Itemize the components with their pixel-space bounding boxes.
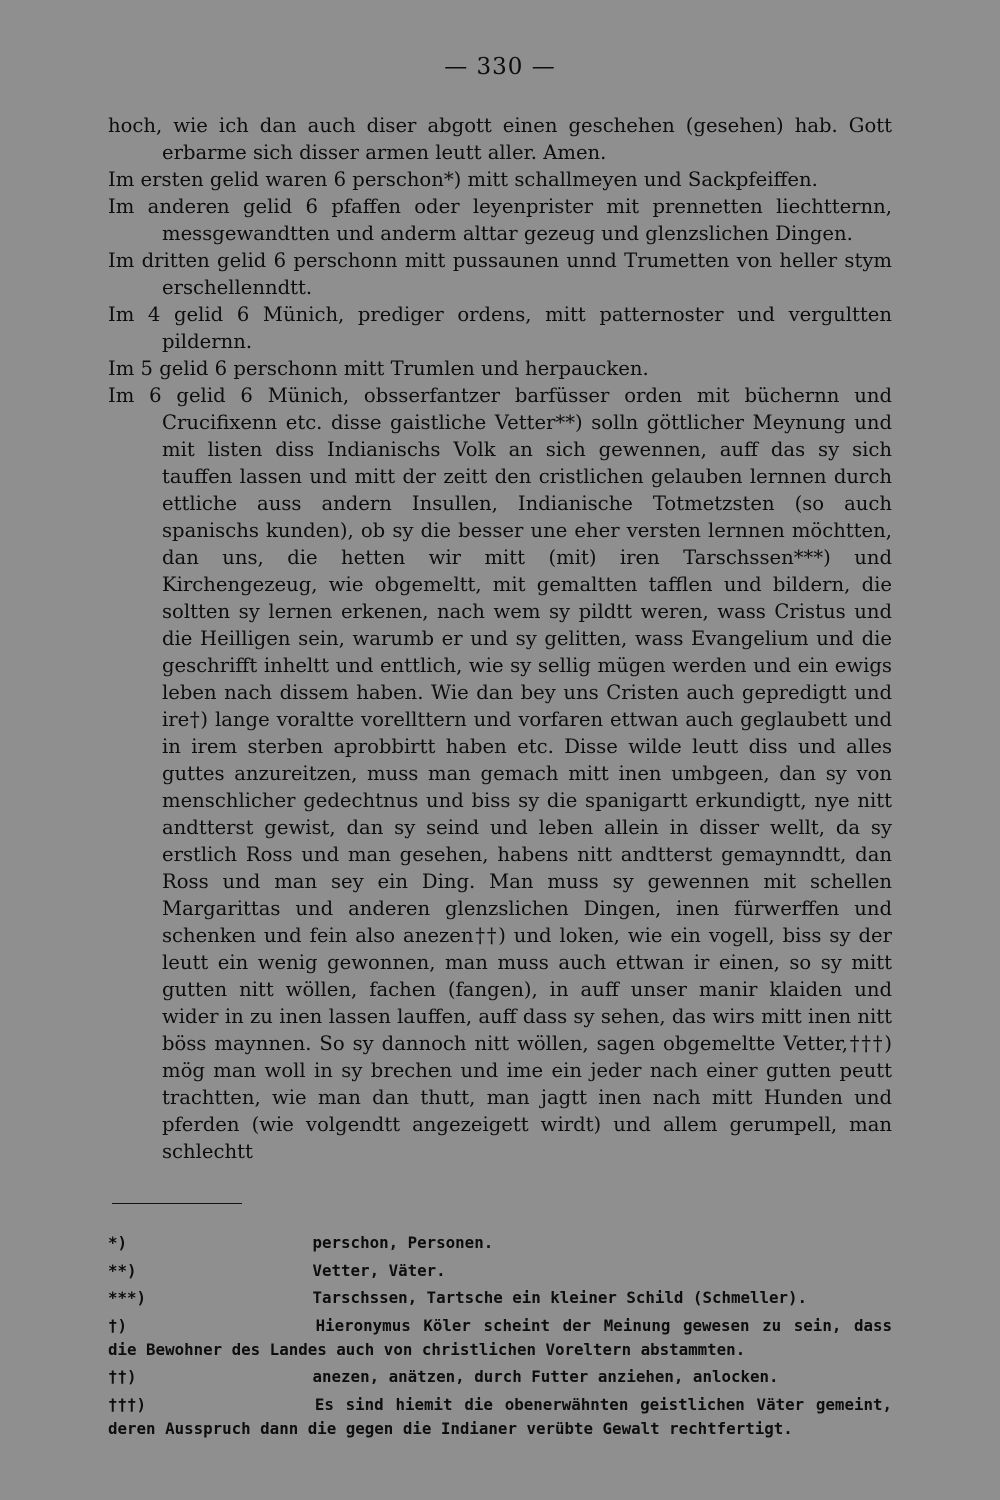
footnote-text: Hieronymus Köler scheint der Meinung gewesen zu sein, dass die Bewohner des Landes auch von christlichen Voreltern abstammten. [108, 1315, 892, 1359]
paragraph-gelid-4: Im 4 gelid 6 Münich, prediger ordens, mitt patternoster und vergultten pildernn. [108, 303, 892, 353]
paragraph-gelid-2: Im anderen gelid 6 pfaffen oder leyenprister mit prennetten liechtternn, messgewandtten und anderm alttar gezeug und glenzslichen Dingen. [108, 195, 892, 245]
footnote-mark: ††) [108, 1367, 137, 1386]
paragraph-gelid-3: Im dritten gelid 6 perschonn mitt pussaunen unnd Trumetten von heller stym erschellenndtt. [108, 249, 892, 299]
footnote-divider [112, 1203, 242, 1204]
paragraph-gelid-6: Im 6 gelid 6 Münich, obsserfantzer barfüsser orden mit büchernn und Crucifixenn etc. disse gaistliche Vetter**) solln göttlicher Meynung und mit listen diss Indianischs Volk an sich gewennen, auff das sy sich tauffen lassen und mitt der zeitt den cristlichen gelauben lernnen durch ettliche auss andern Insullen, Indianische Totmetzsten (so auch spanischs kunden), ob sy die besser une eher versten lernnen möchtten, dan uns, die hetten wir mitt (mit) iren Tarschssen***) und Kirchengezeug, wie obgemeltt, mit gemaltten tafflen und bildern, die soltten sy lernen erkenen, nach wem sy pildtt weren, wass Cristus und die Heilligen sein, warumb er und sy gelitten, wass Evangelium und die geschrifft inheltt und enttlich, wie sy sellig mügen werden und ein ewigs leben nach dissem haben. Wie dan bey uns Cristen auch gepredigtt und ire†) lange voraltte vorellttern und vorfaren ettwan auch geglaubett und in irem sterben aprobbirtt haben etc. Disse wilde leutt diss und alles guttes anzureitzen, muss man gemach mitt inen umbgeen, dan sy von menschlicher gedechtnus und biss sy die spanigartt erkundigtt, nye nitt andtterst gewist, dan sy seind und leben allein in disser wellt, da sy erstlich Ross und man gesehen, habens nitt andtterst gemaynndtt, dan Ross und man sey ein Ding. Man muss sy gewennen mit schellen Margarittas und anderen glenzslichen Dingen, inen fürwerffen und schenken und fein also anezen††) und loken, wie ein vogell, biss sy der leutt ein wenig gewonnen, man muss auch ettwan ir einen, so sy mitt gutten nitt wöllen, fachen (fangen), in auff unser manir klaiden und wider in zu inen lassen lauffen, auff dass sy sehen, das wirs mitt inen nitt böss maynnen. So sy dannoch nitt wöllen, sagen obgemeltte Vetter,†††) mög man woll in sy brechen und ime ein jeder nach einer gutten peutt trachtten, wie man dan thutt, man jagtt inen nach mitt Hunden und pferden (wie volgendtt angezeigett wirdt) und allem gerumpell, man schlechtt [108, 384, 892, 1163]
footnotes [108, 1231, 892, 1444]
footnote [108, 1259, 892, 1283]
footnote [108, 1231, 892, 1255]
footnote [108, 1365, 892, 1389]
footnote-mark: †) [108, 1315, 128, 1335]
footnote [108, 1286, 892, 1310]
footnote [108, 1314, 892, 1362]
footnote-text: Tarschssen, Tartsche ein kleiner Schild (Schmeller). [312, 1288, 808, 1307]
footnote-text: perschon, Personen. [312, 1233, 494, 1252]
main-text [108, 112, 892, 1165]
footnote [108, 1393, 892, 1441]
footnote-mark: *) [108, 1233, 128, 1252]
footnote-mark: †††) [108, 1394, 147, 1414]
footnote-mark: **) [108, 1260, 137, 1280]
footnote-text: Vetter, Väter. [312, 1260, 446, 1280]
footnote-text: anezen, anätzen, durch Futter anziehen, anlocken. [312, 1367, 779, 1386]
paragraph-intro: hoch, wie ich dan auch diser abgott einen geschehen (gesehen) hab. Gott erbarme sich disser armen leutt aller. Amen. [108, 114, 892, 164]
paragraph-gelid-1: Im ersten gelid waren 6 perschon*) mitt schallmeyen und Sackpfeiffen. [108, 168, 818, 191]
footnote-mark: ***) [108, 1288, 147, 1307]
page-number: — 330 — [444, 54, 556, 80]
paragraph-gelid-5: Im 5 gelid 6 perschonn mitt Trumlen und herpaucken. [108, 357, 649, 380]
footnote-text: Es sind hiemit die obenerwähnten geistlichen Väter gemeint, deren Ausspruch dann die gegen die Indianer verübte Gewalt rechtfertigt. [108, 1394, 892, 1438]
